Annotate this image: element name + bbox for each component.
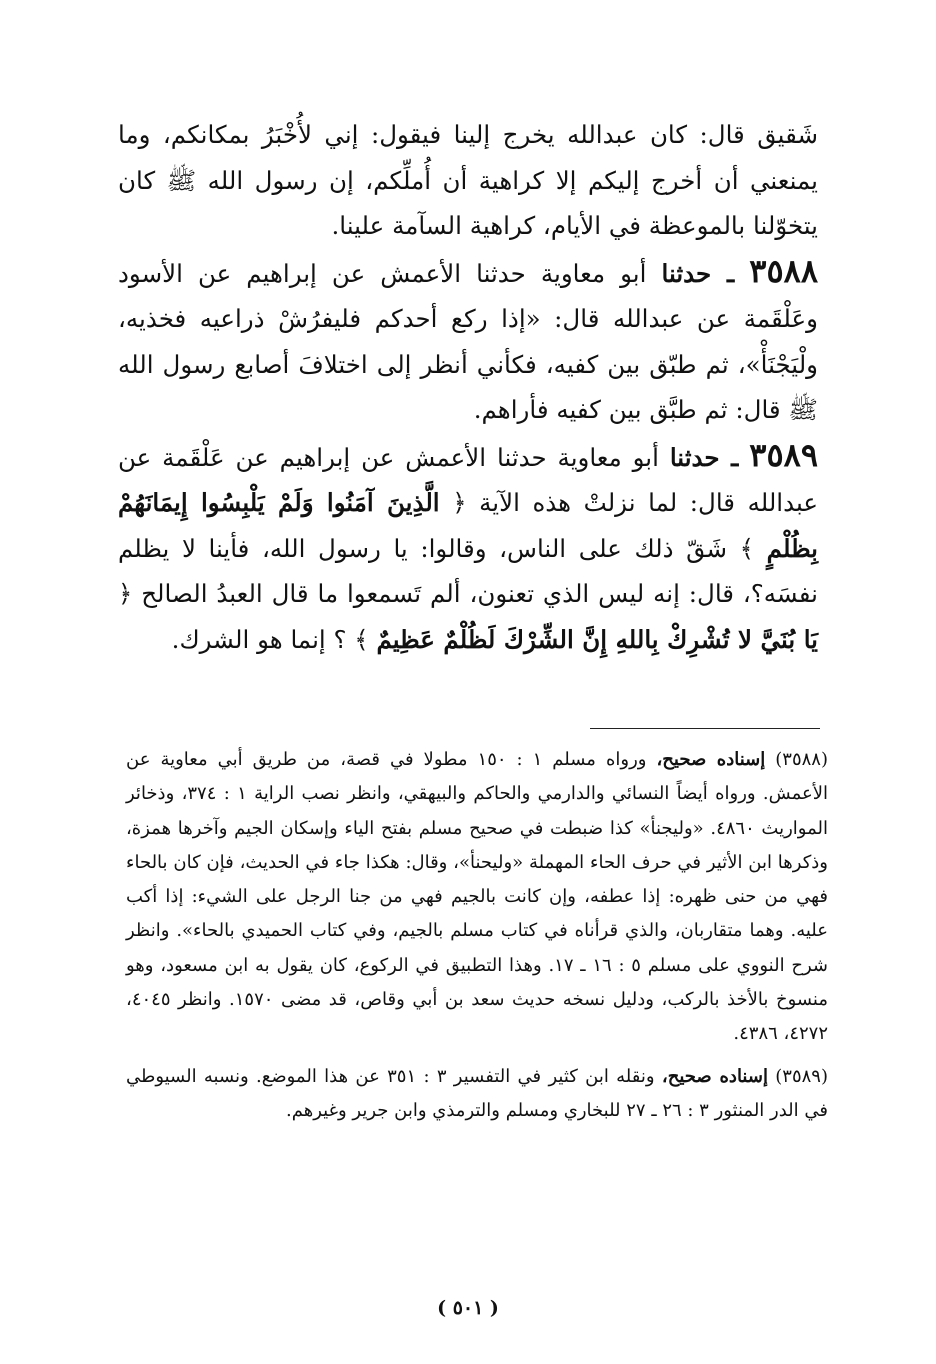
hadith-text-3589-part2: ﴾ شَقّ ذلك على الناس، وقالوا: يا رسول الله، فأينا لا يظلم نفسَه؟، قال: إنه ليس الذي تعنون، ألم تَسمعوا ما قال العبدُ الصالح ﴿: [118, 533, 818, 608]
footnote-ref-3589: (٣٥٨٩): [775, 1065, 828, 1087]
footnotes: [126, 743, 828, 1128]
hadith-text-3589-part3: ﴾ ؟ إنما هو الشرك.: [171, 624, 369, 654]
intro-paragraph: [118, 112, 818, 249]
main-text: [118, 112, 818, 662]
hadith-lead-3588: ـ حدثنا: [661, 258, 735, 288]
footnote-divider: [590, 728, 820, 729]
hadith-number-3588: ٣٥٨٨: [749, 251, 818, 290]
footnote-3589: [126, 1060, 828, 1129]
footnote-3588: [126, 743, 828, 1052]
footnote-text-3588: ورواه مسلم ١ : ١٥٠ مطولا في قصة، من طريق أبي معاوية عن الأعمش. ورواه أيضاً النسائي والدارمي والحاكم والبيهقي، وانظر نصب الراية ١ : ٣٧٤، وذخائر المواريث ٤٨٦٠. «وليجنأ» كذا ضبطت في صحيح مسلم بفتح الياء وإسكان الجيم وآخرها همزة، وذكرها ابن الأثير في حرف الحاء المهملة «وليحنأ»، وقال: هكذا جاء في الحديث، فإن كان بالحاء فهي من حنى ظهره: إذا عطفه، وإن كانت بالجيم فهي من جنا الرجل على الشيء: إذا أكب عليه. وهما متقاربان، والذي قرأناه في كتاب مسلم بالجيم، وفي كتاب الحميدي بالحاء». وانظر شرح النووي على مسلم ٥ : ١٦ ـ ١٧. وهذا التطبيق في الركوع، كان يقول به ابن مسعود، وهو منسوخ بالأخذ بالركب، ودليل نسخه حديث سعد بن أبي وقاص، قد مضى ١٥٧٠. وانظر ٤٠٤٥، ٤٢٧٢، ٤٣٨٦.: [126, 749, 828, 1045]
hadith-text-3589-part1: أبو معاوية حدثنا الأعمش عن إبراهيم عن عَلْقَمة عن عبدالله قال: لما نزلتْ هذه الآية ﴿: [118, 442, 818, 517]
quran-verse-2: يَا بُنَيَّ لا تُشْرِكْ بِاللهِ إِنَّ الشِّرْكَ لَظُلْمٌ عَظِيمٌ: [376, 624, 818, 654]
footnote-ref-3588: (٣٥٨٨): [775, 749, 828, 770]
hadith-3588: [118, 249, 818, 433]
hadith-3589: [118, 433, 818, 663]
page-number: ( ٥٠١ ): [437, 1297, 499, 1319]
hadith-text-3588: أبو معاوية حدثنا الأعمش عن إبراهيم عن الأسود وعَلْقَمة عن عبدالله قال: «إذا ركع أحدكم فليفرُشْ ذراعيه فخذيه، ولْيَجْنَأْ»، ثم طبّق بين كفيه، فكأني أنظر إلى اختلافَ أصابع رسول الله ﷺ قال: ثم طبَّق بين كفيه فأراهم.: [118, 258, 818, 424]
footnote-text-3589: ونقله ابن كثير في التفسير ٣ : ٣٥١ عن هذا الموضع. ونسبه السيوطي في الدر المنثور ٣ : ٢٦ ـ ٢٧ للبخاري ومسلم والترمذي وابن جرير وغيرهم.: [126, 1065, 828, 1121]
intro-text: شَقيق قال: كان عبدالله يخرج إلينا فيقول: إني لأُخْبَرُ بمكانكم، وما يمنعني أن أخرج إليكم إلا كراهية أن أُملِّكم، إن رسول الله ﷺ كان يتخوّلنا بالموعظة في الأيام، كراهية السآمة علينا.: [118, 120, 818, 240]
hadith-lead-3589: ـ حدثنا: [669, 442, 739, 472]
footnote-label-3589: إسناده صحيح،: [661, 1065, 768, 1087]
footnote-label-3588: إسناده صحيح،: [656, 749, 766, 770]
quran-verse-1: الَّذِينَ آمَنُوا وَلَمْ يَلْبِسُوا إِيمَانَهُمْ بِظُلْمٍ: [118, 488, 818, 563]
hadith-number-3589: ٣٥٨٩: [749, 435, 818, 474]
